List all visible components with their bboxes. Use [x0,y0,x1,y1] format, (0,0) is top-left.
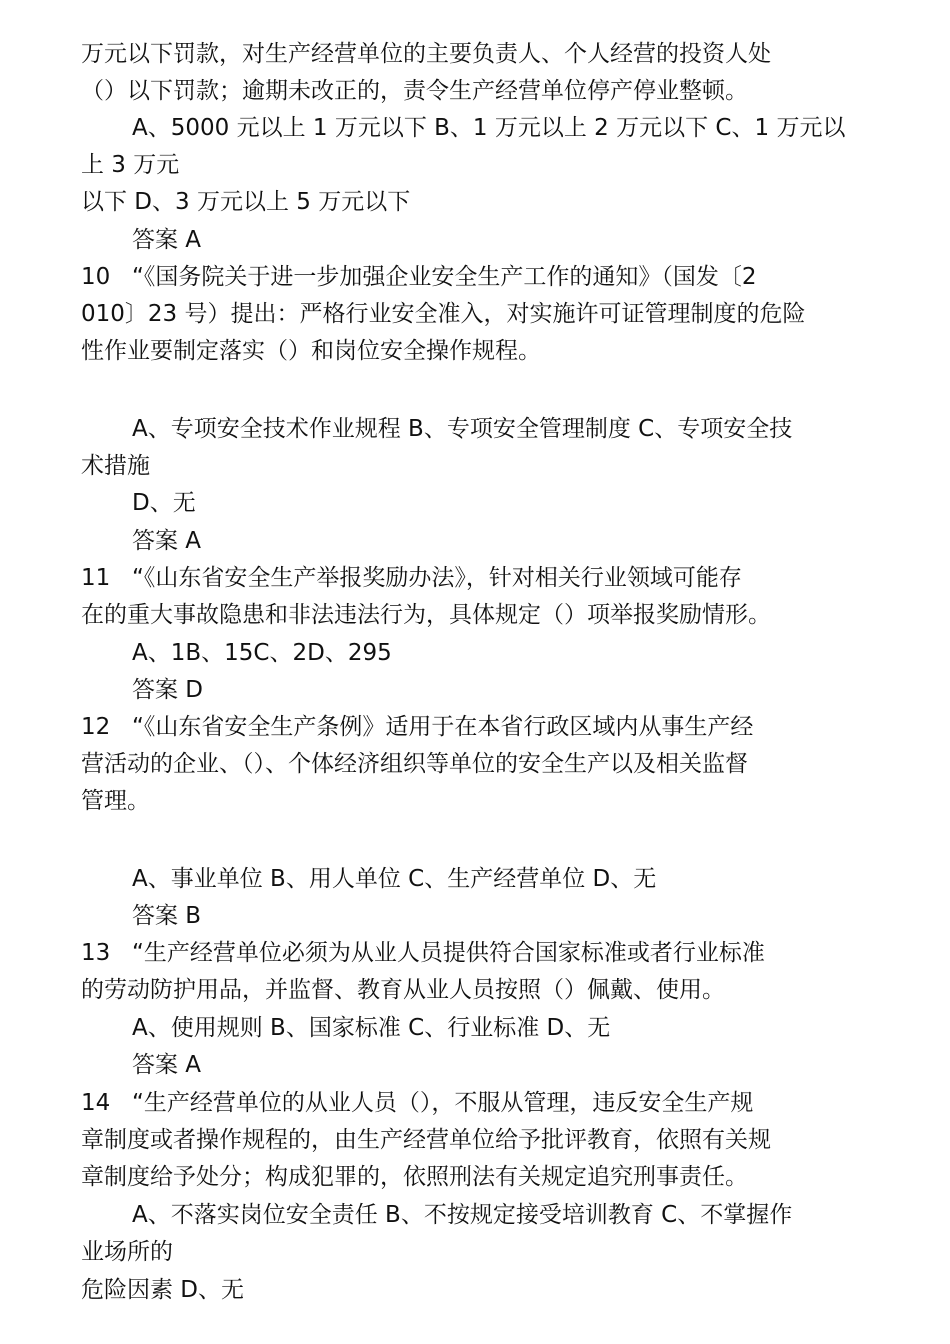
question-answer: 答案 A [132,1052,202,1078]
question-text-line: 营活动的企业、（）、个体经济组织等单位的安全生产以及相关监督 [81,751,748,777]
question-options-line: 业场所的 [81,1239,173,1265]
question-text-line: “《山东省安全生产举报奖励办法》，针对相关行业领域可能存 [132,565,742,591]
question-number: 14 [81,1090,111,1116]
question-options-line: D、无 [132,490,196,516]
question-text-line: “《山东省安全生产条例》适用于在本省行政区域内从事生产经 [132,714,754,740]
question-number: 10 [81,264,111,290]
intro-options-line: A、5000 元以上 1 万元以下 B、1 万元以上 2 万元以下 C、1 万元以 [132,115,846,141]
question-text-line: 性作业要制定落实（）和岗位安全操作规程。 [81,338,541,364]
question-number: 13 [81,940,111,966]
question-text-line: 的劳动防护用品，并监督、教育从业人员按照（）佩戴、使用。 [81,977,725,1003]
question-text-line: 010〕23 号）提出：严格行业安全准入，对实施许可证管理制度的危险 [81,301,806,327]
question-text-line: “生产经营单位必须为从业人员提供符合国家标准或者行业标准 [132,940,765,966]
question-text-line: “生产经营单位的从业人员（），不服从管理，违反安全生产规 [132,1090,754,1116]
question-options-line: A、不落实岗位安全责任 B、不按规定接受培训教育 C、不掌握作 [132,1202,793,1228]
question-answer: 答案 D [132,677,204,703]
question-answer: 答案 A [132,528,202,554]
question-number: 12 [81,714,111,740]
question-number: 11 [81,565,111,591]
intro-text-line: （）以下罚款；逾期未改正的，责令生产经营单位停产停业整顿。 [81,78,748,104]
intro-options-line: 上 3 万元 [81,152,180,178]
question-text-line: “《国务院关于进一步加强企业安全生产工作的通知》（国发〔2 [132,264,757,290]
question-options-line: 术措施 [81,453,150,479]
intro-text-line: 万元以下罚款，对生产经营单位的主要负责人、个人经营的投资人处 [81,41,771,67]
intro-answer: 答案 A [132,227,202,253]
question-options-line: A、使用规则 B、国家标准 C、行业标准 D、无 [132,1015,611,1041]
intro-options-line: 以下 D、3 万元以上 5 万元以下 [81,189,411,215]
question-answer: 答案 B [132,903,202,929]
question-options-line: 危险因素 D、无 [81,1277,245,1303]
question-text-line: 管理。 [81,788,150,814]
question-text-line: 在的重大事故隐患和非法违法行为，具体规定（）项举报奖励情形。 [81,602,771,628]
question-text-line: 章制度给予处分；构成犯罪的，依照刑法有关规定追究刑事责任。 [81,1164,748,1190]
question-options-line: A、1B、15C、2D、295 [132,640,392,666]
question-options-line: A、专项安全技术作业规程 B、专项安全管理制度 C、专项安全技 [132,416,793,442]
question-text-line: 章制度或者操作规程的，由生产经营单位给予批评教育，依照有关规 [81,1127,771,1153]
question-options-line: A、事业单位 B、用人单位 C、生产经营单位 D、无 [132,866,657,892]
